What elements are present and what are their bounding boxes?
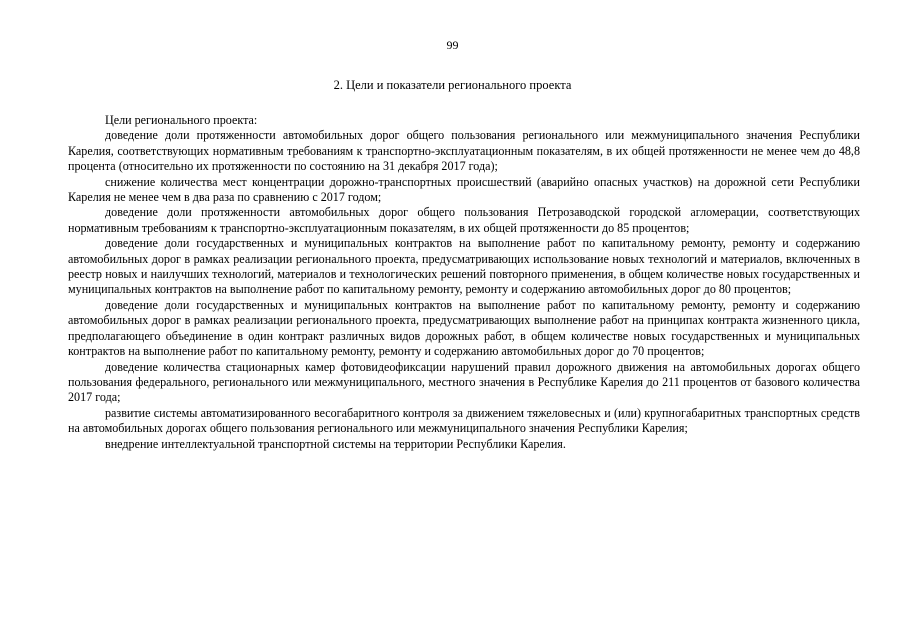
goal-paragraph: доведение доли протяженности автомобильных дорог общего пользования регионального или межмуниципального значения Республики Карелия, соответствующих нормативным требованиям к транспортно-эксплуатационным показателям, в их общей протяженности не менее чем до 48,8 процента (относительно их протяженности по состоянию на 31 декабря 2017 года); — [68, 128, 860, 174]
goal-paragraph: развитие системы автоматизированного весогабаритного контроля за движением тяжеловесных и (или) крупногабаритных транспортных средств на автомобильных дорогах общего пользования регионального или межмуниципального значения Республики Карелия; — [68, 405, 860, 436]
goal-paragraph: доведение доли протяженности автомобильных дорог общего пользования Петрозаводской городской агломерации, соответствующих нормативным требованиям к транспортно-эксплуатационным показателям, в их общей протяженности до 85 процентов; — [68, 205, 860, 235]
goal-paragraph: доведение количества стационарных камер фотовидеофиксации нарушений правил дорожного движения на автомобильных дорогах общего пользования федерального, регионального или межмуниципального, местного значения в Республике Карелия до 211 процентов от базового количества 2017 года; — [68, 359, 860, 405]
goal-paragraph: снижение количества мест концентрации дорожно-транспортных происшествий (аварийно опасных участков) на дорожной сети Республики Карелия не менее чем в два раза по сравнению с 2017 годом; — [68, 174, 860, 205]
goal-paragraph: внедрение интеллектуальной транспортной системы на территории Республики Карелия. — [105, 436, 566, 451]
goal-paragraph: доведение доли государственных и муниципальных контрактов на выполнение работ по капитальному ремонту, ремонту и содержанию автомобильных дорог в рамках реализации регионального проекта, предусматривающих использование новых технологий и материалов, включенных в реестр новых и наилучших технологий, материалов и технологических решений повторного применения, в общем количестве новых государственных и муниципальных контрактов на выполнение работ по капитальному ремонту, ремонту и содержанию автомобильных дорог до 80 процентов; — [68, 236, 860, 297]
section-heading: 2. Цели и показатели регионального проекта — [333, 78, 572, 92]
goals-intro: Цели регионального проекта: — [105, 113, 258, 127]
goal-paragraph: доведение доли государственных и муниципальных контрактов на выполнение работ по капитальному ремонту, ремонту и содержанию автомобильных дорог в рамках реализации регионального проекта, предусматривающих выполнение работ на принципах контракта жизненного цикла, предполагающего объединение в один контракт различных видов дорожных работ, в общем количестве новых государственных и муниципальных контрактов на выполнение работ по капитальному ремонту, ремонту и содержанию автомобильных дорог до 70 процентов; — [68, 297, 860, 359]
document-body — [68, 113, 860, 452]
page-number: 99 — [446, 38, 459, 52]
